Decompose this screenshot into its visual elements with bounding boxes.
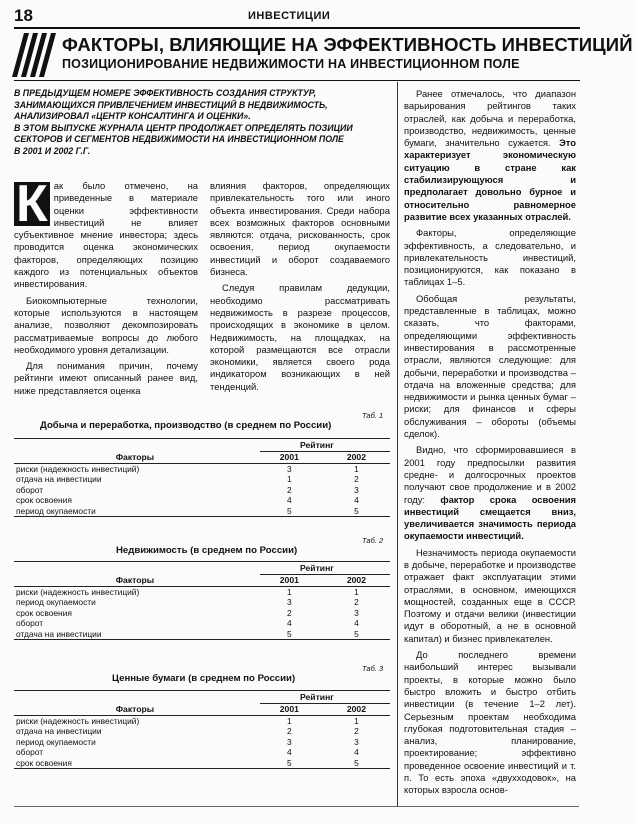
table-cell: 5	[287, 757, 292, 768]
table-row	[14, 495, 390, 506]
table-1-number: Таб. 1	[362, 411, 384, 420]
table-row	[14, 618, 390, 629]
table-cell: 5	[287, 505, 292, 516]
paragraph: ак было отмечено, на приведенные в материале оценки эффективности инвестиций не влияет субъективное мнение инвестора; здесь проводится оценка экономических факторов, определяющих позицию каждого из потенциальных объектов инвестирования.	[14, 180, 198, 290]
table-1-factor-header: Факторы	[115, 452, 155, 463]
body-column-1	[14, 175, 198, 401]
table-cell: 3	[287, 736, 292, 747]
paragraph-text: Видно, что сформировавшиеся в 2001 году предпосылки развития средне- и долгосрочных проектов получают свое продолжение и в 2002 году:	[404, 444, 576, 505]
table-3	[14, 704, 390, 769]
footer-rule	[14, 806, 579, 807]
table-2-year: 2001	[279, 575, 299, 586]
table-cell: 5	[287, 628, 292, 639]
lead-line: В ПРЕДЫДУЩЕМ НОМЕРЕ ЭФФЕКТИВНОСТЬ СОЗДАНИЯ СТРУКТУР,	[14, 88, 317, 98]
table-1-title: Добыча и переработка, производство (в среднем по России)	[40, 420, 332, 431]
page-number: 18	[14, 6, 33, 25]
table-1-year: 2001	[279, 452, 299, 463]
table-cell: 4	[354, 618, 359, 629]
column-divider	[397, 82, 398, 807]
table-rule	[14, 690, 390, 691]
paragraph: Незначимость периода окупаемости в добыче, переработке и производстве отражает факт эксплуатации этими отраслями, в основном, имеющихся мощностей, созданных еще в СССР. Поэтому и отдачи велики (инвестиции идут в оборотный, а не в основной капитал) и бизнес привлекателен.	[404, 546, 576, 644]
table-cell: 1	[354, 715, 359, 726]
table-row	[14, 586, 390, 597]
lead-line: В ЭТОМ ВЫПУСКЕ ЖУРНАЛА ЦЕНТР ПРОДОЛЖАЕТ ОПРЕДЕЛЯТЬ ПОЗИЦИИ	[14, 122, 353, 133]
table-row	[14, 597, 390, 608]
table-row	[14, 506, 390, 517]
table-cell: 1	[287, 586, 292, 597]
table-rule	[14, 561, 390, 562]
body-column-3	[404, 88, 576, 801]
table-cell: 4	[287, 747, 292, 758]
section-title: ИНВЕСТИЦИИ	[248, 10, 331, 22]
paragraph: До последнего времени наибольший интерес вызывали проекты, в которые можно было быстро вложить и быстро отбить инвестиции (в течение 1–2 лет). Серьезным проектам необходима глубокая подготовительная стадия – анализ, планирование, проектирование; эффективно проведенное освоение инвестиций и т. п. То есть эпоха «двухходовок», на которых взросла основ-	[404, 649, 576, 796]
table-cell: 2	[287, 726, 292, 737]
table-cell: 1	[287, 474, 292, 485]
paragraph: Биокомпьютерные технологии, которые используются в настоящем анализе, позволяют декомпозировать рассматриваемые вопросы до любого необходимого уровня детализации.	[14, 294, 198, 355]
table-2-rating-header: Рейтинг	[300, 563, 334, 573]
article-title: ФАКТОРЫ, ВЛИЯЮЩИЕ НА ЭФФЕКТИВНОСТЬ ИНВЕСТИЦИЙ	[62, 34, 633, 55]
table-cell: отдача на инвестиции	[16, 628, 102, 639]
table-2-title: Недвижимость (в среднем по России)	[116, 545, 298, 556]
table-2-year: 2002	[346, 575, 366, 586]
lead-line: АНАЛИЗИРОВАЛ «ЦЕНТР КОНСАЛТИНГА И ОЦЕНКИ».	[14, 111, 251, 122]
table-cell: 2	[354, 474, 359, 485]
table-row	[14, 485, 390, 496]
table-cell: период окупаемости	[16, 736, 96, 747]
table-cell: риски (надежность инвестиций)	[16, 586, 140, 597]
table-cell: 2	[354, 726, 359, 737]
table-cell: 4	[354, 747, 359, 758]
table-cell: риски (надежность инвестиций)	[16, 715, 140, 726]
table-cell: 2	[287, 607, 292, 618]
table-3-factor-header: Факторы	[115, 704, 155, 715]
paragraph: Следуя правилам дедукции, необходимо рассматривать недвижимость в разрезе процессов, происходящих в экономике в целом. Недвижимость, на площадках, на которой размещаются все отрасли экономики, является своего рода индикатором возникающих в ней тенденций.	[210, 282, 390, 392]
table-row	[14, 726, 390, 737]
table-cell: 5	[354, 505, 359, 516]
table-rule	[14, 438, 390, 439]
table-row	[14, 715, 390, 726]
paragraph-bold: Это характеризует экономическую ситуацию в стране как стабилизирующуюся и предполагает довольно бурное и относительно равномерное развитие всех указанных отраслей.	[404, 137, 576, 222]
table-row	[14, 758, 390, 769]
table-1	[14, 452, 390, 517]
table-row	[14, 737, 390, 748]
paragraph: Факторы, определяющие эффективность, а следовательно, и привлекательность инвестиций, позиционируются, как показано в таблицах 1–5.	[404, 227, 576, 288]
paragraph-text: Ранее отмечалось, что диапазон варьирования рейтингов таких отраслей, как добыча и переработка, производство, недвижимость, ценные бумаги, значительно сужается.	[404, 88, 576, 149]
table-2-number: Таб. 2	[362, 536, 384, 545]
table-cell: срок освоения	[16, 607, 72, 618]
table-cell: оборот	[16, 747, 44, 758]
title-rule	[14, 80, 580, 81]
header-rule	[14, 27, 580, 29]
table-cell: 3	[354, 736, 359, 747]
table-cell: отдача на инвестиции	[16, 726, 102, 737]
table-row	[14, 474, 390, 485]
table-3-title: Ценные бумаги (в среднем по России)	[112, 673, 296, 684]
table-3-number: Таб. 3	[362, 664, 384, 673]
table-cell: риски (надежность инвестиций)	[16, 463, 140, 474]
table-cell: 5	[354, 757, 359, 768]
table-row	[14, 629, 390, 640]
table-cell: срок освоения	[16, 495, 72, 506]
table-cell: 1	[354, 586, 359, 597]
paragraph: Для понимания причин, почему рейтинги имеют описанный ранее вид, ниже представляется оценка	[14, 360, 198, 396]
dropcap: К	[16, 175, 48, 233]
table-cell: оборот	[16, 484, 44, 495]
paragraph	[404, 88, 576, 223]
lead-line: ЗАНИМАЮЩИХСЯ ПРИВЛЕЧЕНИЕМ ИНВЕСТИЦИЙ В НЕДВИЖИМОСТЬ,	[14, 99, 328, 110]
article-subtitle: ПОЗИЦИОНИРОВАНИЕ НЕДВИЖИМОСТИ НА ИНВЕСТИЦИОННОМ ПОЛЕ	[62, 57, 520, 71]
body-column-2	[210, 180, 390, 397]
table-cell: 4	[354, 495, 359, 506]
table-cell: 3	[287, 463, 292, 474]
table-cell: оборот	[16, 618, 44, 629]
table-cell: срок освоения	[16, 757, 72, 768]
table-3-year: 2002	[346, 704, 366, 715]
table-cell: период окупаемости	[16, 505, 96, 516]
table-1-rating-header: Рейтинг	[300, 440, 334, 450]
table-2	[14, 575, 390, 640]
table-row	[14, 747, 390, 758]
table-cell: 3	[354, 484, 359, 495]
table-cell: период окупаемости	[16, 597, 96, 608]
paragraph-bold: фактор срока освоения инвестиций смещается вниз, увеличивается значимость периода окупаемости инвестиций.	[404, 493, 576, 542]
lead-line: В 2001 И 2002 Г.Г.	[14, 145, 91, 156]
table-cell: 3	[354, 607, 359, 618]
table-cell: 4	[287, 618, 292, 629]
table-cell: 5	[354, 628, 359, 639]
table-cell: отдача на инвестиции	[16, 474, 102, 485]
table-cell: 2	[354, 597, 359, 608]
table-3-year: 2001	[279, 704, 299, 715]
table-row	[14, 463, 390, 474]
article-lead	[14, 88, 390, 158]
table-cell: 1	[354, 463, 359, 474]
table-cell: 4	[287, 495, 292, 506]
table-cell: 1	[287, 715, 292, 726]
table-1-year: 2002	[346, 452, 366, 463]
lead-line: СЕКТОРОВ И СЕГМЕНТОВ НЕДВИЖИМОСТИ НА ИНВЕСТИЦИОННОМ ПОЛЕ	[14, 134, 344, 145]
paragraph	[404, 444, 576, 542]
table-cell: 3	[287, 597, 292, 608]
title-stripes-icon	[10, 33, 60, 77]
paragraph: влияния факторов, определяющих привлекательность того или иного объекта инвестирования. Среди набора всех возможных факторов основными являются: отдача, рискованность, срок освоения, период окупаемости инвестиций и оборот создаваемого бизнеса.	[210, 180, 390, 278]
table-row	[14, 608, 390, 619]
table-2-factor-header: Факторы	[115, 575, 155, 586]
table-3-rating-header: Рейтинг	[300, 692, 334, 702]
table-cell: 2	[287, 484, 292, 495]
paragraph: Обобщая результаты, представленные в таблицах, можно сказать, что факторами, определяющими эффективность инвестирования в рассмотренные отрасли, являются следующие: для добычи, переработки и производства – отдача на вложенные средства; для недвижимости и рынка ценных бумаг – риски; для финансов и сферы обслуживания – обороты (объемы сделок).	[404, 292, 576, 440]
